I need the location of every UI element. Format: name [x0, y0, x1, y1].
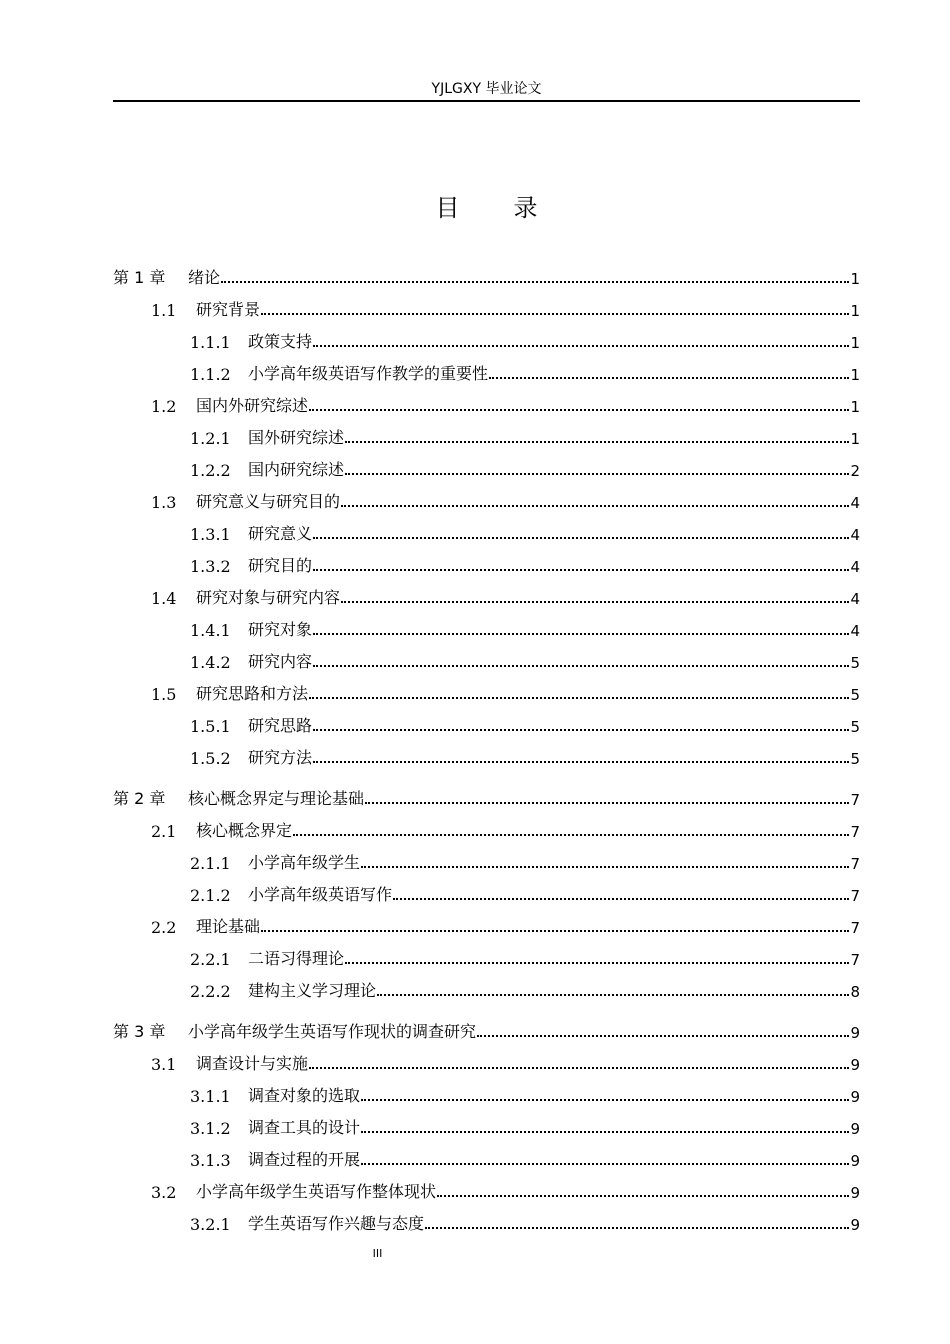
- toc-entry-title: 研究对象: [248, 620, 313, 639]
- toc-entry[interactable]: [113, 448, 860, 480]
- table-of-contents: [113, 256, 860, 1234]
- toc-entry-title: 研究意义与研究目的: [196, 492, 341, 511]
- toc-dot-leader: [341, 505, 849, 507]
- toc-entry-page: 9: [850, 1216, 860, 1234]
- toc-entry[interactable]: [113, 1106, 860, 1138]
- toc-entry[interactable]: [113, 1138, 860, 1170]
- toc-entry-title: 调查设计与实施: [196, 1054, 309, 1073]
- toc-entry-number: 1.3.2: [190, 557, 231, 576]
- page-number: III: [372, 1247, 383, 1260]
- page-header: YJLGXY 毕业论文: [431, 81, 542, 97]
- toc-dot-leader: [309, 409, 849, 411]
- toc-entry-title: 二语习得理论: [248, 949, 345, 968]
- toc-entry[interactable]: [113, 416, 860, 448]
- toc-dot-leader: [377, 994, 849, 996]
- toc-entry[interactable]: [113, 736, 860, 768]
- toc-entry-title: 调查工具的设计: [248, 1118, 361, 1137]
- toc-entry-page: 5: [850, 750, 860, 768]
- toc-entry[interactable]: [113, 288, 860, 320]
- toc-entry-number: 3.2.1: [190, 1215, 231, 1234]
- toc-dot-leader: [313, 633, 849, 635]
- toc-entry[interactable]: [113, 640, 860, 672]
- toc-entry-page: 7: [850, 951, 860, 969]
- toc-entry-title: 研究意义: [248, 524, 313, 543]
- toc-entry-title: 小学高年级英语写作: [248, 885, 393, 904]
- toc-entry[interactable]: [113, 320, 860, 352]
- toc-dot-leader: [313, 729, 849, 731]
- toc-entry-title: 国内外研究综述: [196, 396, 309, 415]
- toc-entry-title: 调查过程的开展: [248, 1150, 361, 1169]
- toc-dot-leader: [313, 537, 849, 539]
- toc-dot-leader: [489, 377, 849, 379]
- toc-entry-number: 2.1.2: [190, 886, 231, 905]
- toc-dot-leader: [425, 1227, 849, 1229]
- toc-entry-number: 3.1.2: [190, 1119, 231, 1138]
- toc-entry-page: 5: [850, 686, 860, 704]
- toc-dot-leader: [437, 1195, 849, 1197]
- toc-entry-page: 1: [850, 302, 860, 320]
- toc-entry-number: 1.1.1: [190, 333, 231, 352]
- toc-dot-leader: [341, 601, 849, 603]
- toc-entry-number: 2.1: [151, 822, 177, 841]
- toc-entry-title: 核心概念界定: [196, 821, 293, 840]
- toc-entry-title: 研究方法: [248, 748, 313, 767]
- toc-entry-number: 2.2.2: [190, 982, 231, 1001]
- toc-entry-number: 1.1: [151, 301, 177, 320]
- toc-entry-number: 2.2: [151, 918, 177, 937]
- toc-entry-title: 理论基础: [196, 917, 261, 936]
- toc-entry[interactable]: [113, 608, 860, 640]
- toc-entry[interactable]: [113, 1202, 860, 1234]
- toc-entry-number: 1.2.1: [190, 429, 231, 448]
- toc-entry-title: 小学高年级学生: [248, 853, 361, 872]
- toc-dot-leader: [313, 569, 849, 571]
- toc-entry-number: 第 3 章: [113, 1022, 166, 1041]
- toc-entry-title: 绪论: [188, 268, 221, 287]
- toc-entry-number: 1.5: [151, 685, 177, 704]
- toc-entry-page: 1: [850, 270, 860, 288]
- toc-entry[interactable]: [113, 937, 860, 969]
- toc-entry-title: 建构主义学习理论: [248, 981, 377, 1000]
- toc-entry-page: 7: [850, 823, 860, 841]
- toc-entry-page: 9: [850, 1152, 860, 1170]
- toc-entry-number: 1.4.1: [190, 621, 231, 640]
- toc-entry-number: 3.1.1: [190, 1087, 231, 1106]
- toc-entry[interactable]: [113, 777, 860, 809]
- toc-entry-page: 7: [850, 791, 860, 809]
- toc-entry-page: 9: [850, 1088, 860, 1106]
- toc-entry-title: 国内研究综述: [248, 460, 345, 479]
- toc-entry-title: 小学高年级学生英语写作整体现状: [196, 1182, 437, 1201]
- toc-entry-number: 1.5.1: [190, 717, 231, 736]
- toc-dot-leader: [313, 761, 849, 763]
- toc-dot-leader: [313, 345, 849, 347]
- toc-entry[interactable]: [113, 873, 860, 905]
- toc-entry[interactable]: [113, 905, 860, 937]
- toc-dot-leader: [309, 1067, 849, 1069]
- toc-entry-page: 4: [850, 558, 860, 576]
- toc-dot-leader: [309, 697, 849, 699]
- toc-entry-page: 5: [850, 654, 860, 672]
- toc-entry-title: 小学高年级学生英语写作现状的调查研究: [188, 1022, 477, 1041]
- toc-entry-number: 3.1: [151, 1055, 177, 1074]
- toc-entry-title: 研究对象与研究内容: [196, 588, 341, 607]
- toc-entry-page: 8: [850, 983, 860, 1001]
- toc-entry[interactable]: [113, 512, 860, 544]
- toc-dot-leader: [261, 930, 849, 932]
- toc-dot-leader: [361, 866, 849, 868]
- toc-entry-page: 1: [850, 334, 860, 352]
- toc-dot-leader: [361, 1163, 849, 1165]
- toc-entry-page: 4: [850, 494, 860, 512]
- toc-entry-page: 9: [850, 1120, 860, 1138]
- toc-entry[interactable]: [113, 1010, 860, 1042]
- toc-dot-leader: [477, 1035, 849, 1037]
- toc-entry-title: 政策支持: [248, 332, 313, 351]
- toc-entry-page: 7: [850, 919, 860, 937]
- toc-entry[interactable]: [113, 384, 860, 416]
- toc-entry-number: 1.1.2: [190, 365, 231, 384]
- toc-entry-page: 1: [850, 398, 860, 416]
- toc-dot-leader: [313, 665, 849, 667]
- toc-entry-title: 研究思路: [248, 716, 313, 735]
- toc-entry[interactable]: [113, 1042, 860, 1074]
- toc-entry-page: 7: [850, 887, 860, 905]
- toc-dot-leader: [345, 441, 849, 443]
- toc-entry-number: 1.5.2: [190, 749, 231, 768]
- toc-dot-leader: [221, 281, 849, 283]
- toc-entry[interactable]: [113, 969, 860, 1001]
- toc-dot-leader: [345, 473, 849, 475]
- toc-dot-leader: [361, 1131, 849, 1133]
- toc-entry-page: 7: [850, 855, 860, 873]
- toc-entry-number: 1.4: [151, 589, 177, 608]
- toc-entry-page: 4: [850, 590, 860, 608]
- toc-entry[interactable]: [113, 576, 860, 608]
- toc-entry[interactable]: [113, 352, 860, 384]
- toc-entry-number: 2.1.1: [190, 854, 231, 873]
- toc-entry[interactable]: [113, 544, 860, 576]
- toc-dot-leader: [393, 898, 849, 900]
- toc-entry-page: 1: [850, 366, 860, 384]
- toc-entry-title: 核心概念界定与理论基础: [188, 789, 365, 808]
- toc-entry-number: 1.3.1: [190, 525, 231, 544]
- toc-entry[interactable]: [113, 1170, 860, 1202]
- toc-entry-page: 4: [850, 622, 860, 640]
- toc-dot-leader: [345, 962, 849, 964]
- toc-entry-number: 3.2: [151, 1183, 177, 1202]
- toc-entry[interactable]: [113, 1074, 860, 1106]
- toc-entry[interactable]: [113, 704, 860, 736]
- toc-entry[interactable]: [113, 841, 860, 873]
- toc-entry-title: 学生英语写作兴趣与态度: [248, 1214, 425, 1233]
- toc-entry-title: 研究内容: [248, 652, 313, 671]
- toc-entry-title: 研究思路和方法: [196, 684, 309, 703]
- toc-entry-number: 1.4.2: [190, 653, 231, 672]
- toc-dot-leader: [361, 1099, 849, 1101]
- toc-entry-title: 调查对象的选取: [248, 1086, 361, 1105]
- toc-dot-leader: [365, 802, 849, 804]
- toc-entry-number: 第 2 章: [113, 789, 166, 808]
- toc-entry-number: 第 1 章: [113, 268, 166, 287]
- toc-entry-number: 1.2: [151, 397, 177, 416]
- header-divider: [113, 100, 860, 102]
- toc-entry-number: 1.2.2: [190, 461, 231, 480]
- toc-entry-page: 1: [850, 430, 860, 448]
- toc-entry-page: 9: [850, 1184, 860, 1202]
- toc-entry-title: 国外研究综述: [248, 428, 345, 447]
- toc-entry[interactable]: [113, 480, 860, 512]
- toc-dot-leader: [293, 834, 849, 836]
- toc-entry-title: 研究目的: [248, 556, 313, 575]
- toc-entry-page: 9: [850, 1056, 860, 1074]
- toc-entry-number: 2.2.1: [190, 950, 231, 969]
- toc-entry[interactable]: [113, 256, 860, 288]
- toc-entry-page: 5: [850, 718, 860, 736]
- toc-dot-leader: [261, 313, 849, 315]
- toc-entry-page: 9: [850, 1024, 860, 1042]
- toc-entry-title: 研究背景: [196, 300, 261, 319]
- toc-entry-number: 1.3: [151, 493, 177, 512]
- toc-title: 目 录: [435, 194, 540, 222]
- toc-entry-page: 2: [850, 462, 860, 480]
- toc-entry-title: 小学高年级英语写作教学的重要性: [248, 364, 489, 383]
- toc-entry-page: 4: [850, 526, 860, 544]
- toc-entry[interactable]: [113, 672, 860, 704]
- toc-entry[interactable]: [113, 809, 860, 841]
- toc-entry-number: 3.1.3: [190, 1151, 231, 1170]
